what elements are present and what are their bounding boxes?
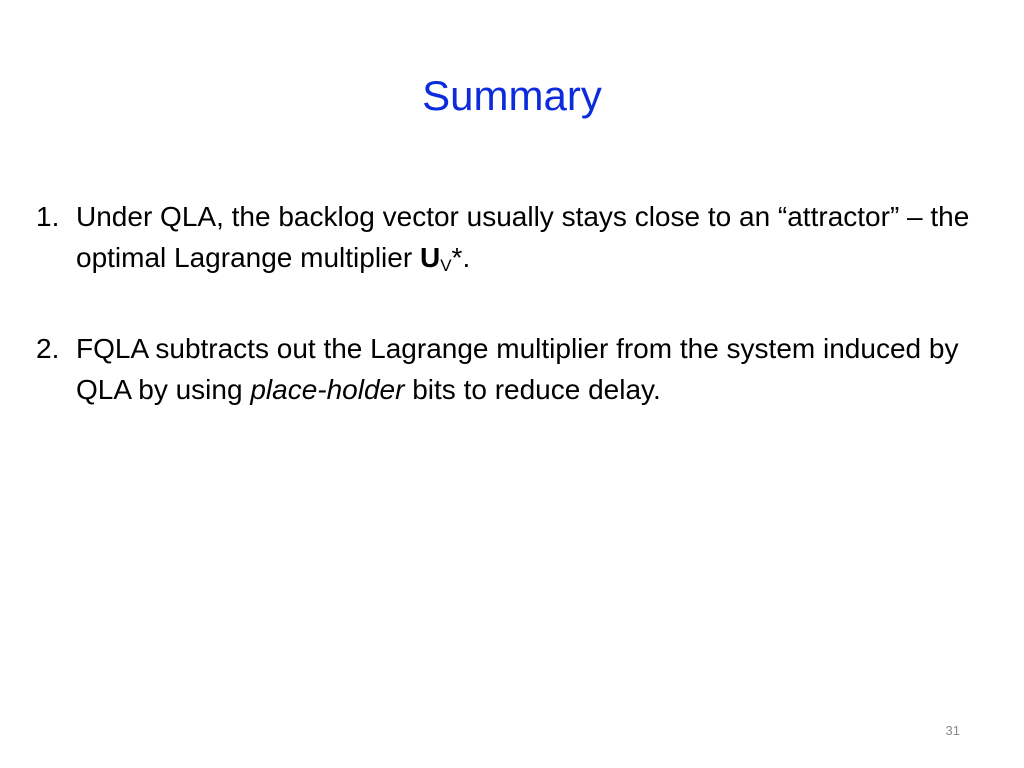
list-item: [36, 196, 996, 286]
list-item-text-end: *.: [451, 242, 471, 273]
list-item: [36, 328, 996, 410]
lagrange-symbol: U: [419, 242, 441, 273]
list-item-text: FQLA subtracts out the Lagrange multiplier from the system induced by QLA by using: [76, 333, 959, 405]
emphasis-text: place-holder: [250, 374, 405, 405]
page-number: 31: [945, 723, 960, 738]
summary-list: [36, 196, 996, 452]
list-item-number: 1.: [36, 201, 60, 232]
lagrange-subscript: V: [440, 256, 452, 275]
list-item-number: 2.: [36, 333, 60, 364]
list-item-text-end: bits to reduce delay.: [404, 374, 661, 405]
list-item-text: Under QLA, the backlog vector usually stays close to an “attractor” – the optimal Lagrange multiplier: [76, 201, 970, 273]
slide-title: Summary: [422, 72, 602, 119]
